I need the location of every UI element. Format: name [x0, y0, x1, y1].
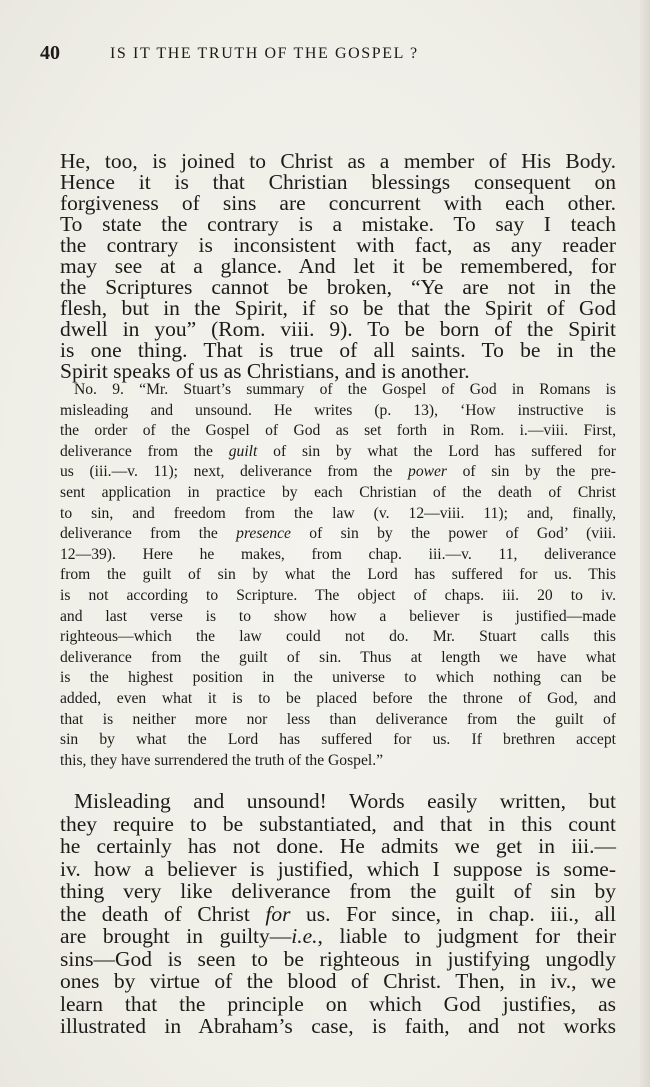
italic-text: power: [408, 463, 447, 481]
text-segment: dwell in you” (Rom. viii. 9). To be born of the Spirit: [60, 317, 616, 341]
text-segment: learn that the principle on which God justifies, as: [60, 991, 616, 1016]
italic-text: presence: [236, 525, 291, 543]
text-segment: the death of Christ: [60, 901, 266, 926]
text-line: [60, 421, 616, 442]
text-line: [60, 689, 616, 710]
text-segment: from the guilt of sin by what the Lord has suffered for us. This: [60, 566, 616, 584]
text-segment: sent application in practice by each Christian of the death of Christ: [60, 483, 616, 501]
text-line: [60, 813, 616, 836]
text-segment: and last verse is to show how a believer is justified—made: [60, 607, 616, 625]
running-title: IS IT THE TRUTH OF THE GOSPEL ?: [110, 45, 419, 62]
text-line: [60, 903, 616, 926]
text-segment: Hence it is that Christian blessings consequent on: [60, 170, 616, 194]
page-edge: [640, 0, 650, 1087]
text-line: [60, 442, 616, 463]
text-segment: he certainly has not done. He admits we get in iii.—: [60, 834, 616, 858]
text-segment: misleading and unsound. He writes (p. 13), ‘How instructive is: [60, 401, 616, 419]
text-segment: us (iii.—v. 11); next, deliverance from the: [60, 463, 409, 481]
text-segment: illustrated in Abraham’s case, is faith, and not works: [60, 1014, 616, 1038]
text-line: [60, 730, 616, 751]
text-segment: is not according to Scripture. The object of chaps. iii. 20 to iv.: [60, 586, 616, 604]
text-segment: is one thing. That is true of all saints. To be in the: [60, 338, 616, 362]
text-segment: forgiveness of sins are concurrent with each other.: [60, 191, 616, 215]
text-line: [60, 380, 616, 401]
text-line: [60, 277, 616, 298]
text-segment: deliverance from the: [60, 525, 237, 543]
paragraph-3: [60, 790, 616, 1038]
text-segment: No. 9. “Mr. Stuart’s summary of the Gospel of God in Romans is: [74, 381, 616, 398]
text-segment: iv. how a believer is justified, which I suppose is some-: [60, 856, 616, 881]
text-segment: righteous—which the law could not do. Mr. Stuart calls this: [60, 628, 616, 646]
text-line: [60, 545, 616, 566]
text-line: [60, 648, 616, 669]
text-segment: that is neither more nor less than deliverance from the guilt of: [60, 710, 616, 728]
text-line: [60, 993, 616, 1016]
text-line: [60, 790, 616, 813]
text-line: [60, 710, 616, 731]
text-segment: sin by what the Lord has suffered for us. If brethren accept: [60, 731, 616, 749]
text-segment: of sin by the power of God’ (viii.: [290, 525, 616, 543]
text-segment: they require to be substantiated, and that in this count: [60, 811, 616, 836]
paragraph-1: [60, 151, 616, 382]
text-line: [60, 858, 616, 881]
text-line: [60, 668, 616, 689]
text-segment: deliverance from the: [60, 442, 229, 460]
text-line: [60, 948, 616, 971]
running-header: [40, 42, 620, 68]
text-segment: is the highest position in the universe to which nothing can be: [60, 669, 616, 687]
text-segment: the Scriptures cannot be broken, “Ye are not in the: [60, 275, 616, 299]
text-line: [60, 401, 616, 422]
text-line: [60, 565, 616, 586]
text-segment: Misleading and unsound! Words easily written, but: [74, 789, 616, 813]
text-line: [60, 462, 616, 483]
text-line: [60, 256, 616, 277]
text-line: [60, 361, 616, 382]
text-segment: ones by virtue of the blood of Christ. Then, in iv., we: [60, 969, 616, 993]
text-segment: 12—39). Here he makes, from chap. iii.—v. 11, deliverance: [60, 545, 616, 563]
text-line: [60, 586, 616, 607]
text-line: [60, 1015, 616, 1038]
text-segment: flesh, but in the Spirit, if so be that the Spirit of God: [60, 296, 616, 320]
text-segment: To state the contrary is a mistake. To say I teach: [60, 212, 616, 236]
text-segment: Spirit speaks of us as Christians, and is another.: [60, 359, 470, 383]
text-line: [60, 193, 616, 214]
text-segment: this, they have surrendered the truth of the Gospel.”: [60, 751, 384, 769]
text-line: [60, 925, 616, 948]
text-line: [60, 319, 616, 340]
text-line: [60, 172, 616, 193]
text-line: [60, 751, 616, 772]
text-segment: added, even what it is to be placed before the throne of God, and: [60, 689, 616, 707]
italic-text: guilt: [228, 442, 258, 460]
text-segment: , liable to judgment for their: [317, 924, 616, 948]
text-line: [60, 235, 616, 256]
text-segment: deliverance from the guilt of sin. Thus at length we have what: [60, 648, 616, 666]
text-line: [60, 970, 616, 993]
text-segment: to sin, and freedom from the law (v. 12—viii. 11); and, finally,: [60, 504, 616, 522]
text-segment: are brought in guilty—: [60, 924, 292, 948]
text-line: [60, 835, 616, 858]
page-number: 40: [40, 42, 60, 64]
text-line: [60, 607, 616, 628]
text-line: [60, 504, 616, 525]
italic-text: i.e.: [291, 924, 318, 948]
text-line: [60, 880, 616, 903]
italic-text: for: [265, 901, 291, 926]
text-segment: may see at a glance. And let it be remembered, for: [60, 254, 616, 278]
text-line: [60, 151, 616, 172]
text-line: [60, 340, 616, 361]
text-line: [60, 214, 616, 235]
text-line: [60, 298, 616, 319]
text-segment: the order of the Gospel of God as set forth in Rom. i.—viii. First,: [60, 422, 616, 440]
text-segment: He, too, is joined to Christ as a member of His Body.: [60, 149, 616, 173]
text-segment: us. For since, in chap. iii., all: [290, 901, 616, 926]
text-line: [60, 483, 616, 504]
text-segment: of sin by the pre-: [447, 463, 616, 481]
text-segment: of sin by what the Lord has suffered for: [257, 442, 617, 460]
text-segment: sins—God is seen to be righteous in justifying ungodly: [60, 946, 616, 971]
text-segment: the contrary is inconsistent with fact, as any reader: [60, 233, 616, 257]
text-line: [60, 627, 616, 648]
text-segment: thing very like deliverance from the guilt of sin by: [60, 879, 616, 903]
text-line: [60, 524, 616, 545]
footnote-no-9: [60, 380, 616, 771]
